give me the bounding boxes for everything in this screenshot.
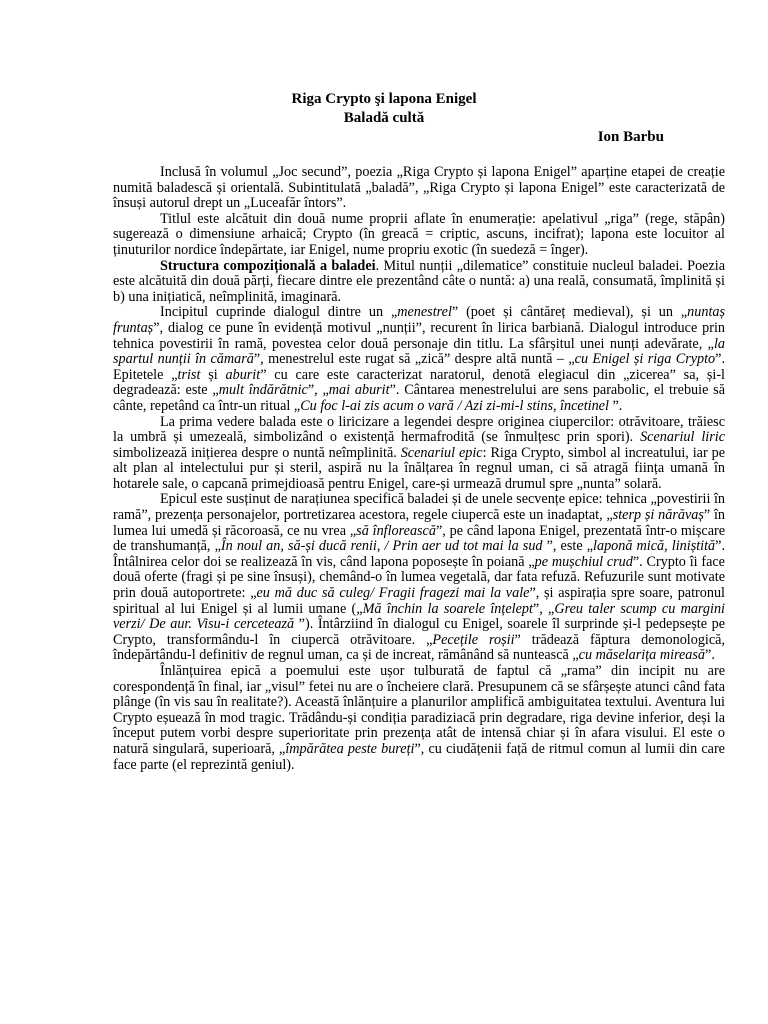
italic-text: sterp și nărăvaș bbox=[612, 507, 704, 524]
text-run: ” cu care este caracterizat naratorul, denotă elegiacul din „zicerea” sa, și-l degradează: este „ bbox=[113, 366, 725, 399]
paragraph bbox=[113, 415, 725, 493]
paragraph bbox=[113, 259, 725, 306]
text-run: ”. Întâlnirea celor doi se realizează în vis, când lapona poposește în poiană „ bbox=[113, 538, 725, 570]
text-run: ”, menestrelul este rugat să „zică” despre altă nuntă – „ bbox=[253, 351, 575, 368]
document-author: Ion Barbu bbox=[597, 129, 664, 145]
italic-text: Mă închin la soarele înțelept bbox=[362, 600, 533, 617]
paragraph bbox=[113, 165, 725, 212]
italic-text: Cu foc l-ai zis acum o vară / Azi zi-mi-l stins, încetinel bbox=[300, 397, 609, 414]
document-subtitle: Baladă cultă bbox=[343, 110, 425, 126]
text-run: ”. Epitetele „ bbox=[113, 351, 725, 383]
paragraph bbox=[113, 212, 725, 259]
paragraph bbox=[113, 305, 725, 414]
italic-text: împărătea peste bureți bbox=[285, 740, 415, 757]
italic-text: eu mă duc să culeg/ Fragii fragezi mai la vale bbox=[256, 585, 530, 602]
italic-text: cu Enigel și riga Crypto bbox=[574, 351, 716, 368]
bold-text: Structura compozițională a baladei bbox=[160, 257, 376, 274]
text-run: . Mitul nunții „dilematice” constituie nucleul baladei. Poezia este alcătuită din două părți, fiecare dintre ele prezentând câte o nuntă: a) una reală, consumată, împlinită și b) una inițiatică, neîmplinită, imaginară. bbox=[113, 257, 725, 305]
italic-text: cu măselarița mireasă bbox=[578, 647, 706, 664]
italic-text: nuntaș fruntaș bbox=[113, 304, 725, 336]
paragraph bbox=[113, 492, 725, 664]
italic-text: mai aburit bbox=[328, 382, 390, 399]
italic-text: laponă mică, liniștită bbox=[593, 538, 716, 555]
text-run: și bbox=[200, 366, 226, 383]
italic-text: aburit bbox=[225, 366, 261, 383]
italic-text: Pecețile roșii bbox=[432, 631, 515, 648]
text-run: ”. Crypto îi face două oferte (fragi și pe sine însuși), chemând-o în lumea vegetală, dar fata refuză. Refuzurile sunt motivate prin două autoportrete: „ bbox=[113, 553, 725, 602]
text-run: ”. Cântarea menestrelului are sens parabolic, el trebuie să cânte, repetând ca într-un ritual „ bbox=[113, 382, 725, 414]
text-run: ” în lumea lui umedă și răcoroasă, ce nu vrea „ bbox=[113, 507, 725, 539]
text-run: ”. bbox=[608, 397, 623, 414]
paragraph bbox=[113, 664, 725, 773]
text-run: La prima vedere balada este o liricizare a legendei despre originea ciupercilor: otrăvitoare, trăiesc la umbră și umezeală, simbolizând o existență hermafrodită (se înmulțesc prin spori). bbox=[113, 413, 725, 446]
document-title: Riga Crypto şi lapona Enigel bbox=[291, 91, 477, 107]
text-run: ” trădează făptura demonologică, îndepărtându-l definitiv de regnul uman, ca și de increat, rămânând să nuntească „ bbox=[113, 631, 725, 664]
text-run: ”, „ bbox=[532, 600, 555, 617]
text-run: ” (poet și cântăreț medieval), și un „ bbox=[451, 304, 688, 321]
text-run: Epicul este susținut de narațiunea specifică baladei și de unele secvențe epice: tehnica „povestirii în ramă”, prezența personajelor, portretizarea acestora, regele ciupercă este un inadaptat, „ bbox=[113, 491, 725, 524]
italic-text: menestrel bbox=[397, 304, 452, 321]
italic-text: la spartul nunții în cămară bbox=[113, 335, 725, 368]
italic-text: trist bbox=[177, 366, 201, 383]
italic-text: În noul an, să-și ducă renii, / Prin aer ud tot mai la sud bbox=[220, 538, 547, 555]
text-run: Inclusă în volumul „Joc secund”, poezia „Riga Crypto și lapona Enigel” aparține etapei de creație numită baladescă și orientală. Subintitulată „baladă”, „Riga Crypto și lapona Enigel” este caracterizată de însuși autorul drept un „Luceafăr întors”. bbox=[113, 164, 725, 212]
text-run: ”, și aspirația spre soare, patronul spiritual al lui Enigel și al lumii umane („ bbox=[113, 585, 725, 617]
italic-text: Scenariul liric bbox=[640, 429, 725, 446]
text-run: ”. bbox=[705, 647, 715, 664]
italic-text: să înflorească bbox=[356, 522, 436, 539]
text-run: ”, pe când lapona Enigel, prezentată într-o mișcare de transhumanță, „ bbox=[113, 522, 726, 555]
document-body bbox=[113, 165, 725, 773]
text-run: ”, dialog ce pune în evidență motivul „nunții”, recurent în lirica barbiană. Dialogul introduce prin tehnica povestirii în ramă, povestea celor două personaje din titlu. La sfârșitul unei nunți adevărate, „ bbox=[113, 319, 725, 352]
text-run: ”, „ bbox=[307, 382, 329, 399]
italic-text: Scenariul epic bbox=[400, 444, 483, 461]
text-run: Incipitul cuprinde dialogul dintre un „ bbox=[160, 304, 398, 321]
text-run: Înlănțuirea epică a poemului este ușor tulburată de faptul că „rama” din incipit nu are corespondență în final, iar „visul” fetei nu are o încheiere clară. Presupunem că se sfârșește atunci când fata plânge (în vis sau în realitate?). Această înlănțuire a planurilor amplifică ambiguitatea textului. Aventura lui Crypto eșuează în mod tragic. Trădându-și condiția paradiziacă prin degradare, riga devine inferior, deși la început putem vorbi despre superioritate prin prezența atât de intensă chiar și în afara visului. El este o natură singulară, superioară, „ bbox=[113, 663, 725, 757]
text-run: ”, este „ bbox=[546, 538, 594, 555]
text-run: ”). Întârziind în dialogul cu Enigel, soarele îl surprinde și-l pedepsește pe Crypto, transformându-l în ciupercă otrăvitoare. „ bbox=[113, 616, 725, 648]
text-run: ”, cu ciudățenii față de ritmul comun al lumii din care face parte (el reprezintă geniul). bbox=[113, 740, 725, 773]
italic-text: pe mușchiul crud bbox=[534, 553, 633, 570]
text-run: simbolizează inițierea despre o nuntă neîmplinită. bbox=[113, 444, 401, 461]
text-run: : Riga Crypto, simbol al increatului, iar pe alt plan al intelectului pur și steril, aspiră nu la înălțarea în regnul uman, ci să atragă ființa umană în hotarele sale, o capcană primejdioasă pentru Enigel, care-și urmează drumul spre „nunta” solară. bbox=[113, 444, 725, 492]
text-run: Titlul este alcătuit din două nume proprii aflate în enumerație: apelativul „riga” (rege, stăpân) sugerează o dimensiune arhaică; Crypto (în greacă = criptic, ascuns, incifrat); lapona este locuitor al ținuturilor nordice îndepărtate, iar Enigel, nume propriu exotic (în suedeză = înger). bbox=[113, 210, 725, 258]
italic-text: Greu taler scump cu margini verzi/ De aur. Visu-i cercetează bbox=[113, 600, 725, 633]
italic-text: mult îndărătnic bbox=[218, 382, 308, 399]
